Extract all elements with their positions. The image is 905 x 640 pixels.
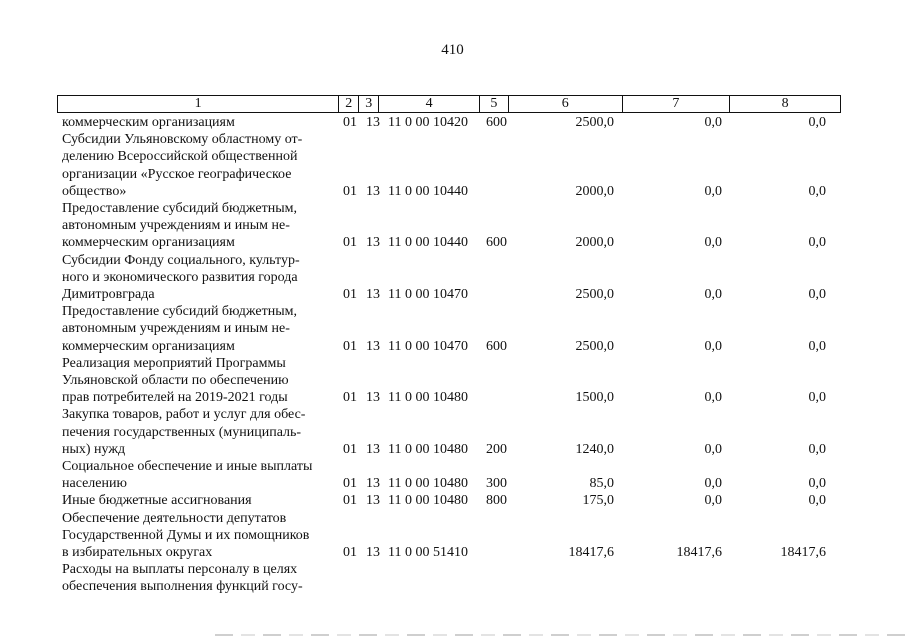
row-section: 01 [343,287,357,303]
row-amount-col8: 0,0 [808,183,826,199]
table-row [62,510,852,562]
row-subsection: 13 [366,545,380,561]
row-expense-type: 300 [486,476,507,492]
table-header [57,95,841,113]
header-col-3: 3 [359,96,379,112]
row-amount-col8: 0,0 [808,287,826,303]
row-subsection: 13 [366,235,380,251]
header-col-1: 1 [58,96,339,112]
header-col-7: 7 [623,96,731,112]
row-section: 01 [343,476,357,492]
table-row [62,561,852,595]
row-subsection: 13 [366,183,380,199]
row-amount-col8: 0,0 [808,441,826,457]
row-target-article: 11 0 00 10440 [388,183,468,199]
row-subsection: 13 [366,476,380,492]
table-row [62,200,852,252]
row-expense-type: 600 [486,338,507,354]
row-section: 01 [343,235,357,251]
row-name: Обеспечение деятельности депутатов Государственной Думы и их помощников в избирательных округах [62,510,310,561]
header-col-8: 8 [781,96,789,111]
page-number: 410 [441,42,464,58]
row-expense-type: 600 [486,235,507,251]
row-amount-col6: 1240,0 [575,441,614,457]
row-section: 01 [343,441,357,457]
row-amount-col6: 2500,0 [575,287,614,303]
row-expense-type: 200 [486,441,507,457]
row-amount-col7: 0,0 [704,390,722,406]
row-name: Предоставление субсидий бюджетным, автономным учреждениям и иным не- коммерческим организациям [62,201,298,251]
row-amount-col7: 0,0 [704,115,722,130]
row-amount-col8: 18417,6 [780,545,826,561]
row-section: 01 [343,545,357,561]
row-amount-col7: 0,0 [704,493,722,509]
row-name: Субсидии Фонду социального, культур- ного и экономического развития города Димитровграда [62,252,300,303]
row-subsection: 13 [366,287,380,303]
row-target-article: 11 0 00 10470 [388,287,468,303]
scan-artifact-line [215,634,905,636]
table-row [62,355,852,407]
row-amount-col7: 0,0 [704,183,722,199]
row-expense-type: 600 [486,115,507,130]
row-subsection: 13 [366,390,380,406]
row-amount-col7: 18417,6 [676,545,722,561]
row-target-article: 11 0 00 10420 [388,115,468,130]
header-col-5: 5 [480,96,509,112]
row-name: коммерческим организациям [62,115,235,130]
row-amount-col6: 2500,0 [575,338,614,354]
header-col-2: 2 [339,96,359,112]
row-amount-col7: 0,0 [704,441,722,457]
budget-table-body [62,114,852,596]
header-col-6: 6 [509,96,623,112]
table-row [62,492,852,509]
row-amount-col6: 175,0 [582,493,614,509]
row-name: Предоставление субсидий бюджетным, автономным учреждениям и иным не- коммерческим организациям [62,304,298,354]
row-subsection: 13 [366,338,380,354]
row-amount-col8: 0,0 [808,390,826,406]
row-amount-col6: 85,0 [589,476,614,492]
row-section: 01 [343,390,357,406]
row-amount-col8: 0,0 [808,115,826,130]
table-row [62,131,852,200]
table-row [62,406,852,458]
row-target-article: 11 0 00 10480 [388,476,468,492]
row-amount-col6: 18417,6 [568,545,614,561]
row-name: Закупка товаров, работ и услуг для обес- печения государственных (муниципаль- ных) нужд [62,407,306,457]
header-col-4: 4 [379,96,480,112]
row-amount-col6: 2000,0 [575,183,614,199]
row-name: Субсидии Ульяновскому областному от- делению Всероссийской общественной организации «Русское географическое общество» [62,132,303,199]
row-amount-col6: 2500,0 [575,115,614,130]
row-amount-col7: 0,0 [704,476,722,492]
row-amount-col6: 1500,0 [575,390,614,406]
table-row [62,458,852,492]
row-name: Реализация мероприятий Программы Ульяновской области по обеспечению прав потребителей на 2019-2021 годы [62,355,289,406]
row-amount-col8: 0,0 [808,476,826,492]
row-amount-col8: 0,0 [808,235,826,251]
table-row [62,114,852,131]
row-target-article: 11 0 00 10480 [388,493,468,509]
row-target-article: 11 0 00 10470 [388,338,468,354]
table-row [62,303,852,355]
table-row [62,252,852,304]
row-amount-col7: 0,0 [704,338,722,354]
row-target-article: 11 0 00 10480 [388,441,468,457]
row-amount-col7: 0,0 [704,287,722,303]
row-name: Расходы на выплаты персоналу в целях обеспечения выполнения функций госу- [62,562,303,595]
row-subsection: 13 [366,493,380,509]
row-name: Социальное обеспечение и иные выплаты населению [62,459,313,492]
row-amount-col8: 0,0 [808,338,826,354]
row-amount-col7: 0,0 [704,235,722,251]
row-subsection: 13 [366,441,380,457]
row-target-article: 11 0 00 10440 [388,235,468,251]
row-expense-type: 800 [486,493,507,509]
row-amount-col6: 2000,0 [575,235,614,251]
row-target-article: 11 0 00 10480 [388,390,468,406]
row-section: 01 [343,338,357,354]
row-target-article: 11 0 00 51410 [388,545,468,561]
row-subsection: 13 [366,115,380,130]
row-section: 01 [343,183,357,199]
row-section: 01 [343,493,357,509]
row-section: 01 [343,115,357,130]
row-amount-col8: 0,0 [808,493,826,509]
row-name: Иные бюджетные ассигнования [62,493,252,509]
